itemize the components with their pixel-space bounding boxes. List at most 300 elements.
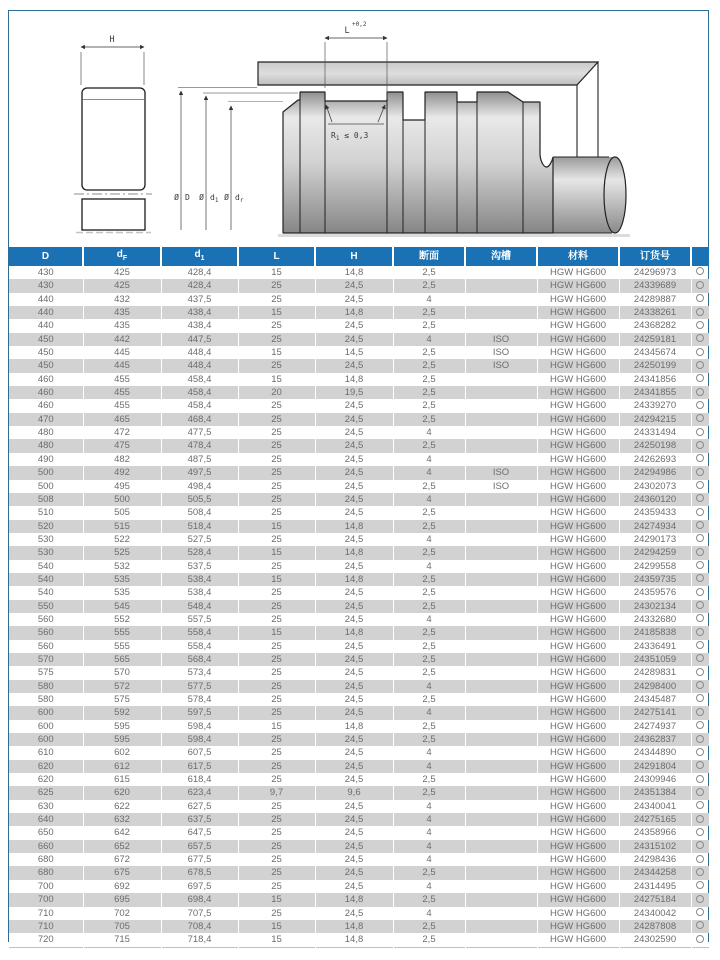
cell-material: HGW HG600 (537, 626, 619, 639)
cell-section: 2,5 (393, 386, 465, 399)
cell-availability (691, 386, 709, 399)
cell-availability (691, 880, 709, 893)
cell-order-no: 24274937 (619, 720, 691, 733)
cell-material: HGW HG600 (537, 600, 619, 613)
cell-df: 702 (83, 907, 161, 920)
cell-d1: 428,4 (161, 266, 238, 279)
cell-material: HGW HG600 (537, 333, 619, 346)
cell-d: 490 (9, 453, 83, 466)
cell-df: 705 (83, 920, 161, 933)
cell-material: HGW HG600 (537, 653, 619, 666)
cell-groove (465, 640, 537, 653)
table-row (9, 680, 709, 693)
cell-material: HGW HG600 (537, 693, 619, 706)
cell-material: HGW HG600 (537, 813, 619, 826)
cell-section: 2,5 (393, 586, 465, 599)
cell-df: 602 (83, 746, 161, 759)
dim-h-label: H (109, 35, 115, 45)
table-row (9, 453, 709, 466)
cell-availability (691, 493, 709, 506)
cell-section: 4 (393, 426, 465, 439)
cell-df: 465 (83, 413, 161, 426)
table-row (9, 840, 709, 853)
cell-df: 475 (83, 439, 161, 452)
cell-d1: 598,4 (161, 733, 238, 746)
cell-material: HGW HG600 (537, 640, 619, 653)
cell-df: 620 (83, 786, 161, 799)
table-row (9, 786, 709, 799)
cell-availability (691, 399, 709, 412)
cell-df: 492 (83, 466, 161, 479)
cell-l: 25 (238, 333, 315, 346)
cell-d1: 505,5 (161, 493, 238, 506)
cell-groove (465, 733, 537, 746)
cell-h: 14,8 (315, 933, 393, 947)
piston-body (283, 92, 553, 233)
cell-material: HGW HG600 (537, 613, 619, 626)
cell-order-no: 24351384 (619, 786, 691, 799)
cell-df: 432 (83, 293, 161, 306)
cell-section: 2,5 (393, 546, 465, 559)
cell-order-no: 24185838 (619, 626, 691, 639)
cell-order-no: 24338261 (619, 306, 691, 319)
cell-l: 25 (238, 733, 315, 746)
cell-d: 600 (9, 720, 83, 733)
cell-section: 4 (393, 840, 465, 853)
cell-d: 530 (9, 546, 83, 559)
cell-d: 500 (9, 480, 83, 493)
cell-groove (465, 266, 537, 279)
cell-section: 2,5 (393, 480, 465, 493)
cell-availability (691, 413, 709, 426)
cell-order-no: 24368282 (619, 319, 691, 332)
dim-dia-d (174, 88, 257, 231)
cell-df: 425 (83, 279, 161, 292)
cell-order-no: 24340042 (619, 907, 691, 920)
cell-h: 24,5 (315, 666, 393, 679)
cell-h: 24,5 (315, 413, 393, 426)
cell-df: 435 (83, 306, 161, 319)
cell-d: 720 (9, 933, 83, 947)
table-row (9, 586, 709, 599)
cell-order-no: 24331494 (619, 426, 691, 439)
availability-circle-icon (696, 908, 704, 916)
column-header-order-no: 订货号 (619, 247, 691, 266)
cell-section: 4 (393, 493, 465, 506)
cell-d1: 528,4 (161, 546, 238, 559)
cell-d1: 538,4 (161, 586, 238, 599)
table-row (9, 933, 709, 947)
cell-d1: 437,5 (161, 293, 238, 306)
cell-groove (465, 399, 537, 412)
cell-material: HGW HG600 (537, 426, 619, 439)
svg-text:Ø: Ø (174, 193, 179, 202)
cell-l: 15 (238, 266, 315, 279)
availability-circle-icon (696, 921, 704, 929)
cell-l: 25 (238, 907, 315, 920)
cell-h: 24,5 (315, 746, 393, 759)
table-row (9, 760, 709, 773)
cell-order-no: 24359576 (619, 586, 691, 599)
cell-d: 600 (9, 706, 83, 719)
cell-d: 710 (9, 920, 83, 933)
cell-h: 24,5 (315, 466, 393, 479)
dim-r1-label: $R_1 \le 0,3$ (331, 131, 369, 142)
cell-groove: ISO (465, 333, 537, 346)
availability-circle-icon (696, 614, 704, 622)
cell-groove: ISO (465, 346, 537, 359)
cell-order-no: 24298436 (619, 853, 691, 866)
availability-circle-icon (696, 374, 704, 382)
cell-order-no: 24294986 (619, 466, 691, 479)
cell-material: HGW HG600 (537, 279, 619, 292)
cell-d1: 657,5 (161, 840, 238, 853)
cell-d1: 577,5 (161, 680, 238, 693)
cell-availability (691, 840, 709, 853)
cell-l: 25 (238, 319, 315, 332)
cell-d: 470 (9, 413, 83, 426)
cell-groove (465, 306, 537, 319)
cell-l: 25 (238, 493, 315, 506)
cell-d1: 537,5 (161, 560, 238, 573)
cell-groove (465, 920, 537, 933)
cell-groove (465, 800, 537, 813)
cell-order-no: 24294215 (619, 413, 691, 426)
cell-h: 14,8 (315, 626, 393, 639)
table-row (9, 893, 709, 906)
cell-h: 14,8 (315, 306, 393, 319)
cell-d: 430 (9, 266, 83, 279)
cell-d: 520 (9, 520, 83, 533)
cell-l: 15 (238, 626, 315, 639)
availability-circle-icon (696, 388, 704, 396)
cell-availability (691, 266, 709, 279)
cell-section: 4 (393, 826, 465, 839)
cell-l: 25 (238, 746, 315, 759)
cell-d1: 708,4 (161, 920, 238, 933)
cell-d1: 458,4 (161, 386, 238, 399)
cell-groove (465, 773, 537, 786)
cell-groove (465, 813, 537, 826)
cell-d1: 678,5 (161, 866, 238, 879)
cell-material: HGW HG600 (537, 373, 619, 386)
cell-d: 580 (9, 693, 83, 706)
cell-d: 440 (9, 293, 83, 306)
cell-section: 4 (393, 746, 465, 759)
cell-availability (691, 373, 709, 386)
cell-h: 14,8 (315, 573, 393, 586)
cell-df: 622 (83, 800, 161, 813)
cell-groove (465, 279, 537, 292)
cell-availability (691, 733, 709, 746)
availability-circle-icon (696, 681, 704, 689)
availability-circle-icon (696, 828, 704, 836)
cell-d: 450 (9, 359, 83, 372)
cell-section: 4 (393, 680, 465, 693)
table-row (9, 346, 709, 359)
cell-d1: 597,5 (161, 706, 238, 719)
cell-order-no: 24336491 (619, 640, 691, 653)
cell-h: 24,5 (315, 533, 393, 546)
cell-order-no: 24360120 (619, 493, 691, 506)
cell-df: 672 (83, 853, 161, 866)
table-row (9, 333, 709, 346)
column-header-availability (691, 247, 709, 266)
cell-d: 530 (9, 533, 83, 546)
cell-order-no: 24315102 (619, 840, 691, 853)
cell-availability (691, 600, 709, 613)
table-row (9, 560, 709, 573)
cell-groove (465, 746, 537, 759)
cell-material: HGW HG600 (537, 573, 619, 586)
cell-d: 500 (9, 466, 83, 479)
cell-l: 25 (238, 666, 315, 679)
cell-d1: 637,5 (161, 813, 238, 826)
cell-l: 25 (238, 279, 315, 292)
svg-text:dr: $d_r$ (235, 193, 244, 204)
cell-d: 460 (9, 373, 83, 386)
table-row (9, 520, 709, 533)
cell-availability (691, 480, 709, 493)
cell-d: 550 (9, 600, 83, 613)
cell-d: 700 (9, 880, 83, 893)
housing-bore (258, 62, 598, 85)
cell-l: 20 (238, 386, 315, 399)
cell-df: 675 (83, 866, 161, 879)
cell-order-no: 24359735 (619, 573, 691, 586)
cell-d1: 448,4 (161, 359, 238, 372)
cell-material: HGW HG600 (537, 520, 619, 533)
cell-section: 2,5 (393, 266, 465, 279)
cell-groove (465, 786, 537, 799)
cell-order-no: 24332680 (619, 613, 691, 626)
cell-material: HGW HG600 (537, 786, 619, 799)
availability-circle-icon (696, 654, 704, 662)
cell-section: 2,5 (393, 520, 465, 533)
cell-d: 540 (9, 586, 83, 599)
cell-d: 560 (9, 640, 83, 653)
cell-d1: 617,5 (161, 760, 238, 773)
cell-df: 522 (83, 533, 161, 546)
cell-l: 25 (238, 880, 315, 893)
cell-availability (691, 853, 709, 866)
cell-df: 615 (83, 773, 161, 786)
cell-df: 612 (83, 760, 161, 773)
cell-section: 2,5 (393, 413, 465, 426)
table-row (9, 880, 709, 893)
assembly-section-view (174, 21, 630, 237)
cell-groove (465, 506, 537, 519)
availability-circle-icon (696, 588, 704, 596)
cell-d1: 558,4 (161, 640, 238, 653)
cell-l: 15 (238, 933, 315, 947)
cell-df: 565 (83, 653, 161, 666)
cell-d1: 598,4 (161, 720, 238, 733)
cell-groove (465, 693, 537, 706)
cell-d1: 428,4 (161, 279, 238, 292)
cell-df: 642 (83, 826, 161, 839)
cell-section: 4 (393, 760, 465, 773)
table-row (9, 866, 709, 879)
cell-df: 632 (83, 813, 161, 826)
cell-h: 24,5 (315, 773, 393, 786)
cell-availability (691, 359, 709, 372)
cell-section: 2,5 (393, 693, 465, 706)
cell-section: 4 (393, 560, 465, 573)
cell-d1: 707,5 (161, 907, 238, 920)
cell-d1: 538,4 (161, 573, 238, 586)
cell-d1: 557,5 (161, 613, 238, 626)
cell-df: 592 (83, 706, 161, 719)
cell-groove (465, 586, 537, 599)
cell-groove (465, 573, 537, 586)
cell-availability (691, 520, 709, 533)
cell-h: 24,5 (315, 706, 393, 719)
cell-h: 24,5 (315, 293, 393, 306)
cell-l: 25 (238, 840, 315, 853)
table-row (9, 506, 709, 519)
availability-circle-icon (696, 574, 704, 582)
cell-d1: 677,5 (161, 853, 238, 866)
table-row (9, 306, 709, 319)
cell-availability (691, 666, 709, 679)
cell-order-no: 24339270 (619, 399, 691, 412)
cell-section: 2,5 (393, 640, 465, 653)
cell-material: HGW HG600 (537, 546, 619, 559)
cell-l: 25 (238, 706, 315, 719)
cell-d: 560 (9, 626, 83, 639)
availability-circle-icon (696, 428, 704, 436)
cell-section: 2,5 (393, 279, 465, 292)
cell-section: 4 (393, 453, 465, 466)
cell-l: 25 (238, 853, 315, 866)
cell-d: 440 (9, 306, 83, 319)
cell-h: 24,5 (315, 840, 393, 853)
cell-df: 692 (83, 880, 161, 893)
cell-d1: 527,5 (161, 533, 238, 546)
table-row (9, 293, 709, 306)
cell-d1: 548,4 (161, 600, 238, 613)
cell-l: 25 (238, 600, 315, 613)
cell-section: 2,5 (393, 666, 465, 679)
availability-circle-icon (696, 775, 704, 783)
cell-d: 660 (9, 840, 83, 853)
table-row (9, 826, 709, 839)
cell-material: HGW HG600 (537, 560, 619, 573)
cell-d1: 568,4 (161, 653, 238, 666)
availability-circle-icon (696, 881, 704, 889)
availability-circle-icon (696, 414, 704, 422)
cell-h: 24,5 (315, 399, 393, 412)
cell-availability (691, 653, 709, 666)
cell-availability (691, 706, 709, 719)
cell-order-no: 24250199 (619, 359, 691, 372)
availability-circle-icon (696, 761, 704, 769)
availability-circle-icon (696, 935, 704, 943)
cell-material: HGW HG600 (537, 880, 619, 893)
table-row (9, 426, 709, 439)
cell-material: HGW HG600 (537, 480, 619, 493)
table-row (9, 746, 709, 759)
cell-section: 2,5 (393, 439, 465, 452)
cell-h: 24,5 (315, 653, 393, 666)
cell-df: 532 (83, 560, 161, 573)
cell-material: HGW HG600 (537, 453, 619, 466)
cell-material: HGW HG600 (537, 706, 619, 719)
cell-l: 15 (238, 546, 315, 559)
cell-df: 482 (83, 453, 161, 466)
table-row (9, 653, 709, 666)
cell-section: 4 (393, 293, 465, 306)
cell-section: 4 (393, 813, 465, 826)
cell-d: 510 (9, 506, 83, 519)
cell-section: 2,5 (393, 306, 465, 319)
cell-df: 445 (83, 346, 161, 359)
cell-material: HGW HG600 (537, 399, 619, 412)
cell-groove: ISO (465, 480, 537, 493)
cell-material: HGW HG600 (537, 533, 619, 546)
cell-material: HGW HG600 (537, 346, 619, 359)
cell-availability (691, 626, 709, 639)
cell-availability (691, 560, 709, 573)
cell-df: 445 (83, 359, 161, 372)
cell-d1: 508,4 (161, 506, 238, 519)
table-row (9, 693, 709, 706)
cell-availability (691, 933, 709, 947)
cell-availability (691, 613, 709, 626)
cell-l: 25 (238, 613, 315, 626)
column-header-groove: 沟槽 (465, 247, 537, 266)
cell-material: HGW HG600 (537, 506, 619, 519)
cell-availability (691, 786, 709, 799)
cell-order-no: 24302134 (619, 600, 691, 613)
cell-section: 2,5 (393, 626, 465, 639)
availability-circle-icon (696, 815, 704, 823)
cell-h: 24,5 (315, 333, 393, 346)
cell-material: HGW HG600 (537, 840, 619, 853)
cell-l: 15 (238, 720, 315, 733)
cell-d: 540 (9, 573, 83, 586)
table-row (9, 853, 709, 866)
cell-order-no: 24302073 (619, 480, 691, 493)
cell-l: 25 (238, 800, 315, 813)
cell-df: 545 (83, 600, 161, 613)
cell-d: 610 (9, 746, 83, 759)
cell-availability (691, 920, 709, 933)
cell-h: 14,8 (315, 546, 393, 559)
dim-l-tolerance: +0,2 (352, 21, 367, 28)
cell-h: 24,5 (315, 800, 393, 813)
cell-order-no: 24341855 (619, 386, 691, 399)
cell-section: 2,5 (393, 866, 465, 879)
cell-d1: 438,4 (161, 319, 238, 332)
cell-groove (465, 907, 537, 920)
cell-section: 2,5 (393, 319, 465, 332)
cell-order-no: 24275184 (619, 893, 691, 906)
cell-groove (465, 293, 537, 306)
cell-h: 24,5 (315, 493, 393, 506)
cell-material: HGW HG600 (537, 386, 619, 399)
cell-groove (465, 319, 537, 332)
cell-order-no: 24298400 (619, 680, 691, 693)
cell-section: 4 (393, 613, 465, 626)
cell-availability (691, 453, 709, 466)
table-row (9, 533, 709, 546)
cell-h: 24,5 (315, 907, 393, 920)
cell-h: 24,5 (315, 680, 393, 693)
cell-groove (465, 520, 537, 533)
cell-order-no: 24294259 (619, 546, 691, 559)
